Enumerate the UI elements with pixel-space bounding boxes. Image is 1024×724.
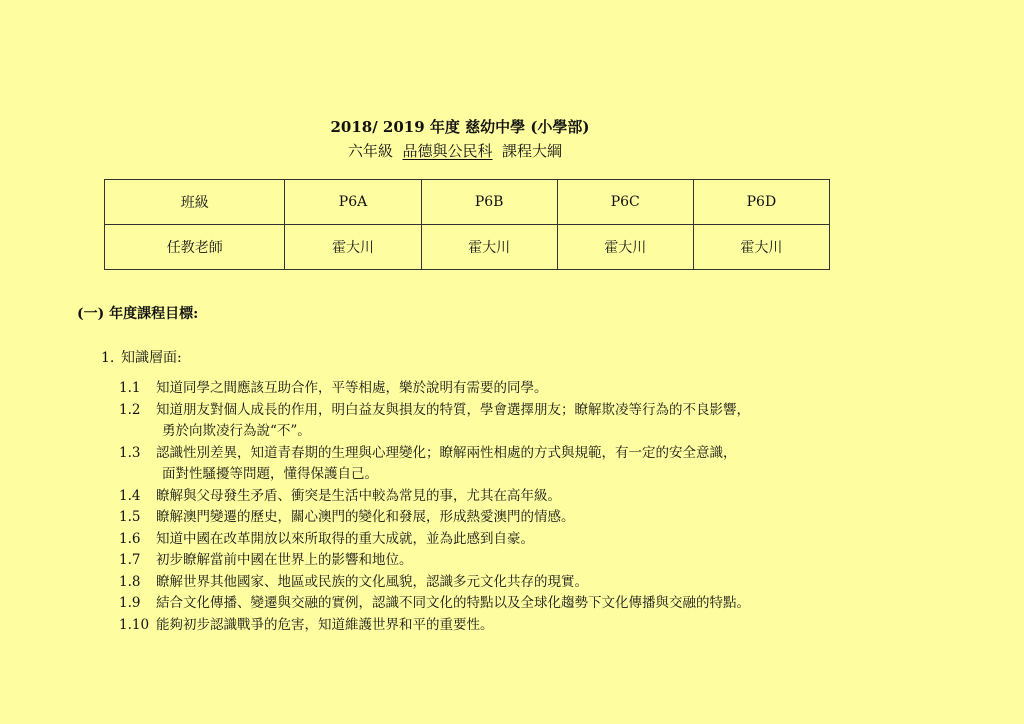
list-item [119, 378, 979, 400]
table-cell: 任教老師 [105, 225, 285, 270]
item-text-continuation: 面對性騷擾等問題，懂得保護自己。 [162, 466, 378, 482]
item-number: 1.10 [119, 616, 150, 633]
list-item [119, 550, 979, 572]
sub-heading [101, 347, 182, 367]
item-number: 1.7 [119, 552, 141, 568]
item-number: 1.1 [119, 380, 141, 396]
item-text: 瞭解世界其他國家、地區或民族的文化風貌，認識多元文化共存的現實。 [156, 573, 588, 590]
item-number: 1.9 [119, 595, 141, 611]
table-header-cell: P6B [421, 180, 557, 225]
table-header-cell: P6A [285, 180, 421, 225]
objectives-list [119, 378, 979, 636]
table-cell: 霍大川 [285, 225, 421, 270]
sub-heading-text: 知識層面: [121, 350, 182, 366]
table-cell: 霍大川 [693, 225, 829, 270]
item-text: 知道朋友對個人成長的作用，明白益友與損友的特質，學會選擇朋友；瞭解欺凌等行為的不良影響， 勇於向欺凌行為說“不”。 [156, 400, 979, 443]
grade-label: 六年級 [347, 142, 393, 160]
section-heading: (一) 年度課程目標: [77, 306, 199, 322]
list-item [119, 572, 979, 594]
table-header-cell: 班級 [105, 180, 285, 225]
item-text: 能夠初步認識戰爭的危害，知道維護世界和平的重要性。 [156, 616, 494, 633]
table-row [105, 225, 830, 270]
sub-heading-number: 1. [101, 350, 115, 366]
class-teacher-table [104, 179, 830, 270]
document-subtitle [0, 140, 910, 161]
table-cell: 霍大川 [557, 225, 693, 270]
item-text: 瞭解澳門變遷的歷史，關心澳門的變化和發展，形成熱愛澳門的情感。 [156, 509, 575, 525]
item-text: 知道中國在改革開放以來所取得的重大成就，並為此感到自豪。 [156, 530, 534, 547]
table-cell: 霍大川 [421, 225, 557, 270]
list-item [119, 529, 979, 551]
table-header-cell: P6D [693, 180, 829, 225]
document-title: 2018/ 2019 年度 慈幼中學 (小學部) [330, 118, 590, 136]
list-item [119, 593, 979, 615]
item-number: 1.4 [119, 487, 141, 504]
list-item [119, 615, 979, 637]
item-number: 1.6 [119, 530, 141, 547]
list-item [119, 486, 979, 508]
item-text: 知道同學之間應該互助合作，平等相處，樂於說明有需要的同學。 [156, 380, 548, 396]
list-item [119, 400, 979, 443]
item-text: 初步瞭解當前中國在世界上的影響和地位。 [156, 552, 413, 568]
subject-name: 品德與公民科 [402, 142, 493, 160]
item-text: 瞭解與父母發生矛盾、衝突是生活中較為常見的事，尤其在高年級。 [156, 487, 561, 504]
item-number: 1.2 [119, 401, 141, 418]
syllabus-label: 課程大綱 [502, 142, 563, 160]
item-text-continuation: 勇於向欺凌行為說“不”。 [162, 423, 311, 439]
item-text: 結合文化傳播、變遷與交融的實例，認識不同文化的特點以及全球化趨勢下文化傳播與交融的特點。 [156, 595, 750, 611]
table-header-cell: P6C [557, 180, 693, 225]
item-number: 1.8 [119, 573, 141, 590]
table-row [105, 180, 830, 225]
item-number: 1.3 [119, 444, 141, 461]
list-item [119, 443, 979, 486]
list-item [119, 507, 979, 529]
item-text: 認識性別差異，知道青春期的生理與心理變化；瞭解兩性相處的方式與規範，有一定的安全意識， 面對性騷擾等問題，懂得保護自己。 [156, 443, 979, 486]
item-number: 1.5 [119, 509, 141, 525]
